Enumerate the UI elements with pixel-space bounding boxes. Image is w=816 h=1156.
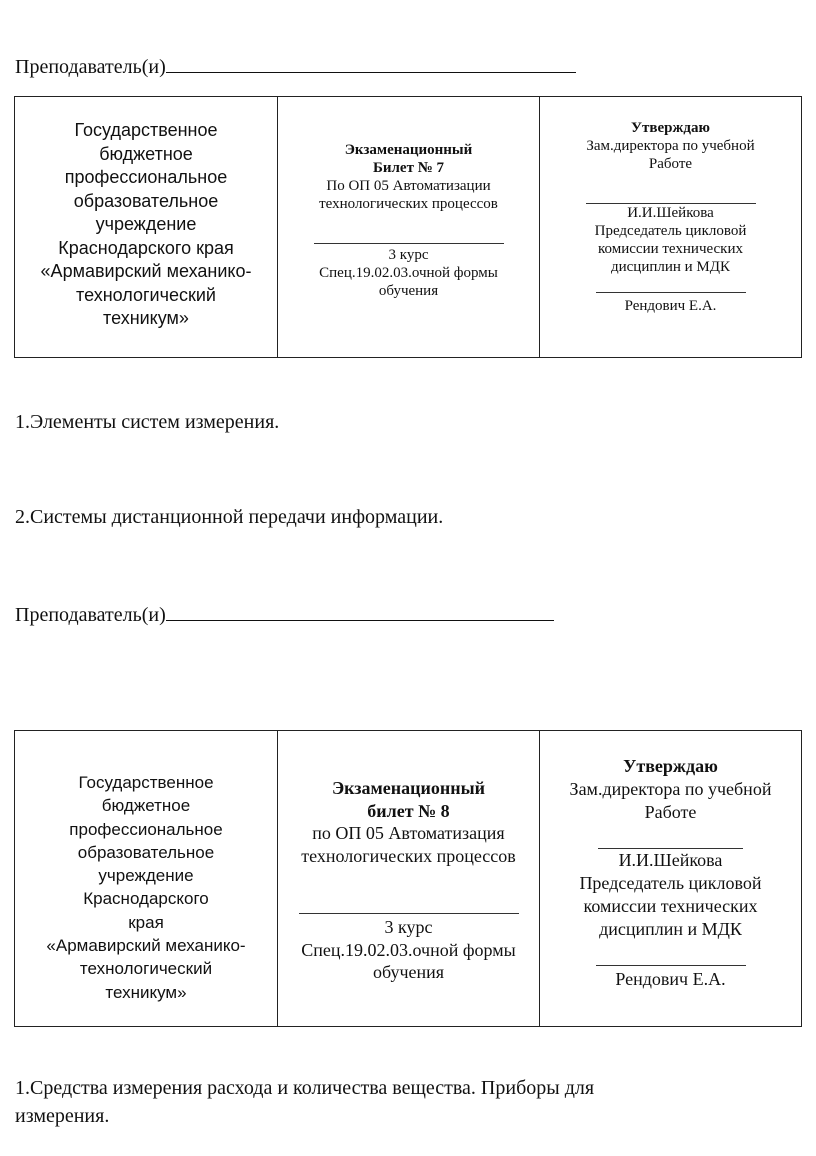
teacher-signature-line bbox=[15, 600, 554, 627]
signature-rule bbox=[596, 941, 746, 966]
institution-line: «Армавирский механико- bbox=[40, 261, 252, 281]
chair-name: Рендович Е.А. bbox=[615, 969, 726, 989]
institution-line: технологический bbox=[76, 284, 216, 305]
subject-line: технологических процессов bbox=[301, 845, 516, 866]
ticket-title: Экзаменационный bbox=[344, 142, 473, 158]
teacher-label: Преподаватель(и) bbox=[15, 604, 166, 626]
institution-line: учреждение bbox=[98, 866, 194, 886]
spec-line: Спец.19.02.03.очной формы bbox=[301, 939, 516, 960]
institution-line: Краснодарского края bbox=[58, 237, 234, 258]
chair-title: Председатель цикловой bbox=[594, 223, 747, 239]
spec-line: Спец.19.02.03.очной формы bbox=[319, 265, 498, 281]
deputy-name: И.И.Шейкова bbox=[618, 850, 723, 870]
institution-line: «Армавирский механико- bbox=[46, 936, 246, 956]
chair-title: Председатель цикловой bbox=[579, 873, 762, 893]
question-item bbox=[15, 1074, 594, 1130]
ticket-header-7 bbox=[14, 96, 802, 358]
deputy-title: Зам.директора по учебной bbox=[569, 779, 772, 799]
ticket-info-cell bbox=[277, 731, 539, 1026]
institution-line: Государственное bbox=[78, 773, 214, 792]
chair-title: дисциплин и МДК bbox=[599, 919, 742, 939]
institution-line: профессиональное bbox=[69, 819, 223, 839]
institution-line: профессиональное bbox=[64, 167, 228, 187]
ticket-info-cell bbox=[277, 97, 539, 357]
subject-line: по ОП 05 Автоматизация bbox=[312, 823, 505, 843]
ticket-title: Экзаменационный bbox=[331, 778, 486, 798]
institution-line: учреждение bbox=[95, 214, 197, 234]
chair-title: дисциплин и МДК bbox=[610, 259, 731, 275]
blank-rule bbox=[299, 867, 519, 914]
question-item: 2.Системы дистанционной передачи информации. bbox=[15, 506, 444, 528]
chair-title: комиссии технических bbox=[583, 896, 758, 916]
institution-line: края bbox=[128, 912, 164, 932]
spec-line: обучения bbox=[372, 962, 445, 982]
institution-line: образовательное bbox=[73, 190, 219, 211]
signature-underline bbox=[166, 600, 554, 621]
blank-rule bbox=[314, 213, 504, 244]
institution-line: бюджетное bbox=[101, 796, 191, 816]
subject-line: По ОП 05 Автоматизации bbox=[326, 178, 491, 194]
signature-rule bbox=[598, 824, 743, 849]
teacher-label: Преподаватель(и) bbox=[15, 56, 166, 78]
question-line: 1.Средства измерения расхода и количества вещества. Приборы для bbox=[15, 1077, 595, 1099]
approve-heading: Утверждаю bbox=[631, 120, 710, 136]
signature-underline bbox=[166, 52, 576, 73]
institution-line: Краснодарского bbox=[83, 889, 209, 909]
deputy-title: Работе bbox=[648, 156, 693, 172]
deputy-title: Зам.директора по учебной bbox=[586, 138, 755, 154]
institution-line: технологический bbox=[79, 959, 213, 979]
ticket-number: Билет № 7 bbox=[372, 160, 445, 176]
institution-line: бюджетное bbox=[99, 143, 193, 164]
deputy-title: Работе bbox=[644, 802, 697, 822]
institution-line: техникум» bbox=[103, 308, 189, 328]
ticket-header-8 bbox=[14, 730, 802, 1027]
teacher-signature-line bbox=[15, 52, 576, 79]
question-item: 1.Элементы систем измерения. bbox=[15, 411, 280, 433]
deputy-name: И.И.Шейкова bbox=[627, 205, 714, 221]
signature-rule bbox=[596, 276, 746, 293]
institution-cell bbox=[15, 97, 277, 357]
institution-line: техникум» bbox=[105, 982, 187, 1002]
approval-cell bbox=[539, 97, 801, 357]
subject-line: технологических процессов bbox=[319, 196, 498, 212]
approval-cell bbox=[539, 731, 801, 1026]
ticket-number: билет № 8 bbox=[367, 800, 450, 821]
question-line: измерения. bbox=[15, 1105, 110, 1127]
institution-line: образовательное bbox=[77, 842, 215, 862]
chair-title: комиссии технических bbox=[598, 241, 743, 257]
institution-line: Государственное bbox=[74, 120, 218, 140]
spec-line: обучения bbox=[378, 283, 439, 299]
approve-heading: Утверждаю bbox=[623, 756, 718, 776]
institution-cell bbox=[15, 731, 277, 1026]
chair-name: Рендович Е.А. bbox=[624, 298, 717, 314]
course: 3 курс bbox=[384, 917, 433, 937]
signature-rule bbox=[586, 173, 756, 204]
course: 3 курс bbox=[388, 247, 429, 263]
